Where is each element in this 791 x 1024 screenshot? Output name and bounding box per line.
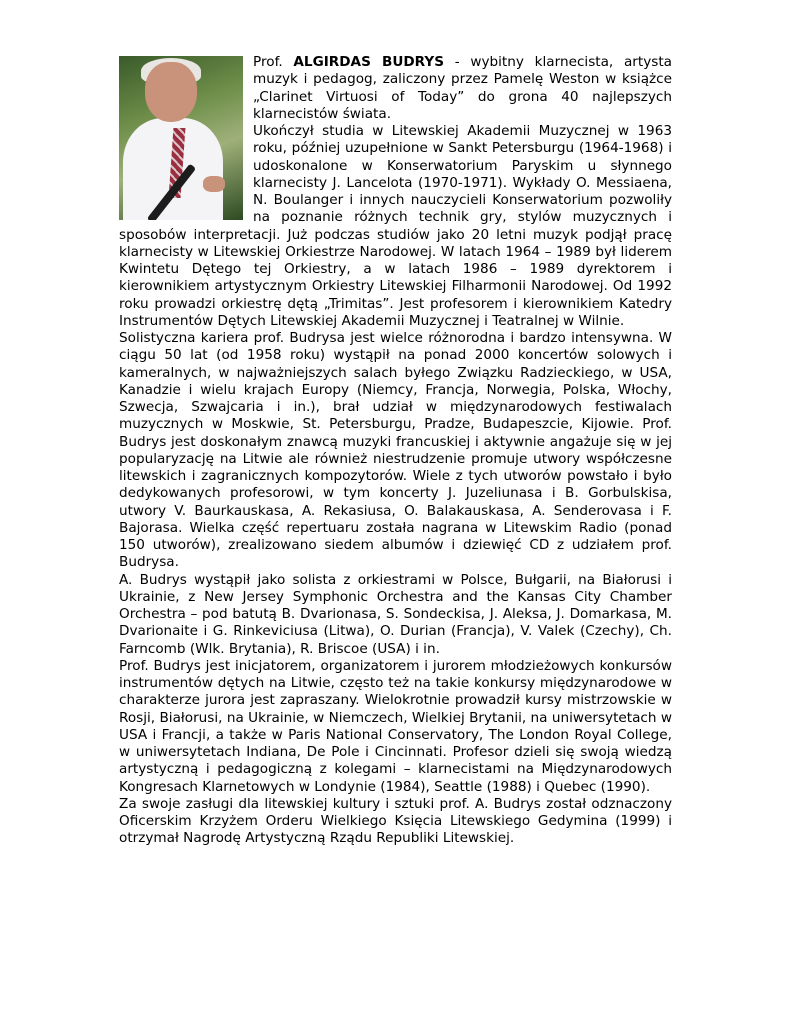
photo-face — [145, 62, 197, 122]
portrait-photo — [119, 56, 243, 220]
awards-paragraph: Za swoje zasługi dla litewskiej kultury i sztuki prof. A. Budrys został odznaczony Oficerskim Krzyżem Orderu Wielkiego Księcia Litewskiego Gedymina (1999) i otrzymał Nagrodę Artystyczną Rządu Republiki Litewskiej. — [119, 795, 672, 847]
career-paragraph: Solistyczna kariera prof. Budrysa jest wielce różnorodna i bardzo intensywna. W ciągu 50 lat (od 1958 roku) wystąpił na ponad 2000 koncertów solowych i kameralnych, w najważniejszych salach byłego Związku Radzieckiego, w USA, Kanadzie i wielu krajach Europy (Niemcy, Francja, Norwegia, Polska, Włochy, Szwecja, Szwajcaria i in.), brał udział w międzynarodowych festiwalach muzycznych w Moskwie, St. Petersburgu, Pradze, Budapeszcie, Kijowie. Prof. Budrys jest doskonałym znawcą muzyki francuskiej i aktywnie angażuje się w jej popularyzację na Litwie ale również niestrudzenie promuje utwory współczesne litewskich i zagranicznych kompozytorów. Wiele z tych utworów powstało i było dedykowanych profesorowi, w tym koncerty J. Juzeliunasa i B. Gorbulskisa, utwory V. Baurkauskasa, A. Rekasiusa, O. Balakauskasa, A. Senderovasa i F. Bajorasa. Wielka część repertuaru została nagrana w Litewskim Radio (ponad 150 utworów), zrealizowano siedem albumów i dziewięć CD z udziałem prof. Budrysa. — [119, 330, 672, 571]
photo-hand — [203, 176, 225, 192]
intro-prefix: Prof. — [253, 54, 294, 70]
orchestras-paragraph: A. Budrys wystąpił jako solista z orkiestrami w Polsce, Bułgarii, na Białorusi i Ukrainie, z New Jersey Symphonic Orchestra and the Kansas City Chamber Orchestra – pod batutą B. Dvarionasa, S. Sondeckisa, J. Aleksa, J. Domarkasa, M. Dvarionaite i G. Rinkeviciusa (Litwa), O. Durian (Francja), V. Valek (Czechy), Ch. Farncomb (Wlk. Brytania), R. Briscoe (USA) i in. — [119, 571, 672, 657]
intro-text: - wybitny klarnecista, artysta muzyk i pedagog, zaliczony przez Pamelę Weston w książce „Clarinet Virtuosi of Today” do grona 40 najlepszych klarnecistów świata. — [253, 54, 672, 122]
document-body — [119, 54, 672, 848]
education-paragraph: Ukończył studia w Litewskiej Akademii Muzycznej w 1963 roku, później uzupełnione w Sankt Petersburgu (1964-1968) i udoskonalone w Konserwatorium Paryskim u słynnego klarnecisty J. Lancelota (1970-1971). Wykłady O. Messiaena, N. Boulanger i innych nauczycieli Konserwatorium pozwoliły na poznanie różnych technik gry, stylów muzycznych i sposobów interpretacji. Już podczas studiów jako 20 letni muzyk podjął pracę klarnecisty w Litewskiej Orkiestrze Narodowej. W latach 1964 – 1989 był liderem Kwintetu Dętego tej Orkiestry, a w latach 1986 – 1989 dyrektorem i kierownikiem artystycznym Orkiestry Litewskiej Filharmonii Narodowej. Od 1992 roku prowadzi orkiestrę dętą „Trimitas”. Jest profesorem i kierownikiem Katedry Instrumentów Dętych Litewskiej Akademii Muzycznej i Teatralnej w Wilnie. — [119, 123, 672, 329]
person-name: ALGIRDAS BUDRYS — [293, 54, 445, 70]
teaching-paragraph: Prof. Budrys jest inicjatorem, organizatorem i jurorem młodzieżowych konkursów instrumentów dętych na Litwie, często też na takie konkursy międzynarodowe w charakterze jurora jest zapraszany. Wielokrotnie prowadził kursy mistrzowskie w Rosji, Białorusi, na Ukrainie, w Niemczech, Wielkiej Brytanii, na uniwersytetach w USA i Francji, a także w Paris National Conservatory, The London Royal College, w uniwersytetach Indiana, De Pole i Cincinnati. Profesor dzieli się swoją wiedzą artystyczną i pedagogiczną z kolegami – klarnecistami na Międzynarodowych Kongresach Klarnetowych w Londynie (1984), Seattle (1988) i Quebec (1990). — [119, 657, 672, 795]
